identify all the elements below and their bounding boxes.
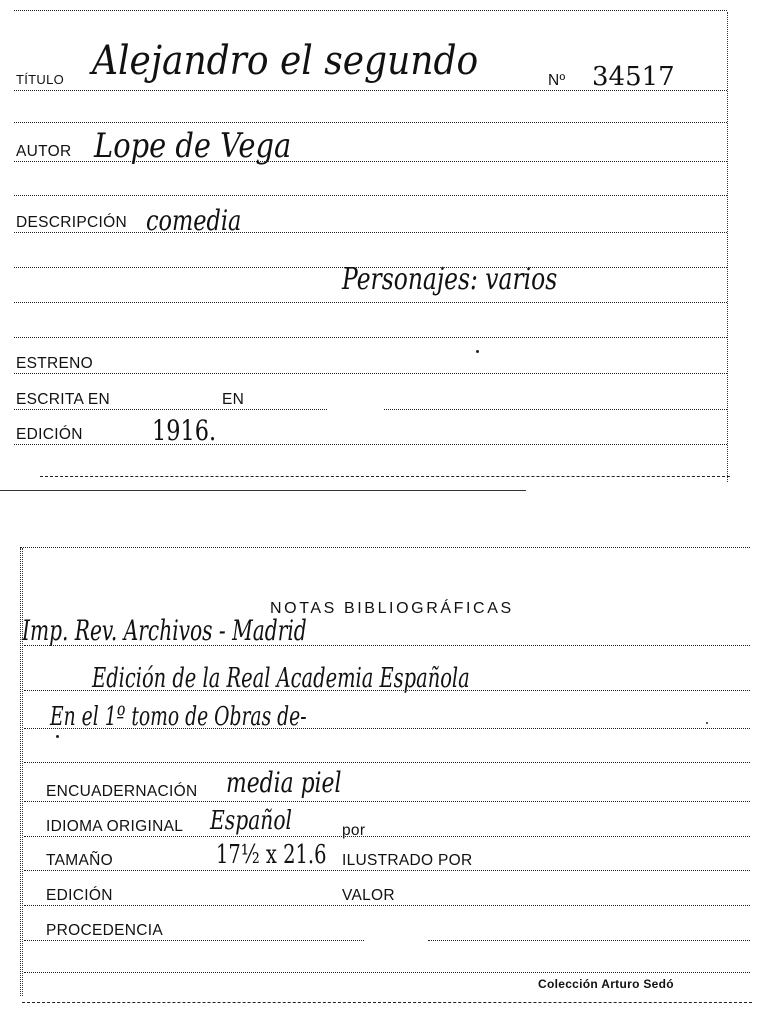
back-rule-procedencia-right	[428, 940, 750, 941]
back-edge-top	[20, 547, 750, 548]
back-rule-2	[24, 690, 750, 691]
scan-speck	[706, 722, 708, 724]
note-line-3: En el 1º tomo de Obras de-	[50, 702, 307, 732]
rule-blank-1	[14, 122, 727, 123]
rule-edicion	[14, 444, 727, 445]
procedencia-label: PROCEDENCIA	[46, 922, 163, 939]
idioma-label: IDIOMA ORIGINAL	[46, 818, 184, 835]
en-label: EN	[222, 391, 245, 408]
tamano-value: 17½ x 21.6	[216, 840, 327, 870]
rule-estreno	[14, 373, 727, 374]
scan-speck	[476, 350, 479, 353]
personajes-value: Personajes: varios	[342, 262, 558, 297]
card-edge-right	[727, 12, 728, 482]
autor-label: AUTOR	[16, 143, 72, 160]
idioma-value: Español	[210, 806, 293, 836]
back-edge-bottom	[22, 1002, 752, 1003]
coleccion-footer: Colección Arturo Sedó	[538, 977, 674, 991]
rule-autor	[14, 161, 727, 162]
rule-blank-5	[14, 337, 727, 338]
rule-descripcion	[14, 232, 727, 233]
back-rule-tamano	[24, 870, 750, 871]
back-rule-1	[24, 645, 750, 646]
numero-label: Nº	[548, 72, 566, 89]
card-edge-bottom	[0, 490, 526, 491]
back-rule-encuadernacion	[24, 801, 750, 802]
estreno-label: ESTRENO	[16, 355, 94, 372]
titulo-value: Alejandro el segundo	[92, 38, 479, 84]
back-rule-idioma	[24, 836, 750, 837]
autor-value: Lope de Vega	[94, 126, 292, 166]
descripcion-label: DESCRIPCIÓN	[16, 214, 127, 231]
edicion-value: 1916.	[152, 414, 217, 447]
rule-blank-4	[14, 302, 727, 303]
back-rule-last	[24, 972, 750, 973]
catalog-card-front	[0, 0, 759, 500]
note-line-2: Edición de la Real Academia Española	[92, 663, 470, 694]
back-rule-3	[24, 728, 750, 729]
back-rule-4	[24, 762, 750, 763]
encuadernacion-value: media piel	[226, 766, 342, 799]
edicion-back-label: EDICIÓN	[46, 887, 113, 904]
catalog-card-back	[0, 540, 759, 1020]
card-edge-top	[14, 10, 727, 11]
back-edge-left	[20, 548, 21, 996]
tamano-label: TAMAÑO	[46, 852, 113, 869]
card-edge-bottom-dashed	[40, 476, 730, 477]
note-line-1: Imp. Rev. Archivos - Madrid	[22, 614, 307, 647]
notas-heading: NOTAS BIBLIOGRÁFICAS	[270, 600, 514, 617]
valor-label: VALOR	[342, 887, 395, 904]
ilustrado-label: ILUSTRADO POR	[342, 852, 473, 869]
por-label: por	[342, 822, 366, 839]
descripcion-value: comedia	[146, 204, 242, 237]
back-rule-procedencia-left	[24, 940, 364, 941]
escrita-label: ESCRITA EN	[16, 391, 111, 408]
rule-escrita-right	[384, 409, 727, 410]
numero-value: 34517	[592, 62, 675, 92]
titulo-label: TÍTULO	[16, 72, 65, 87]
rule-titulo	[14, 90, 727, 91]
encuadernacion-label: ENCUADERNACIÓN	[46, 783, 198, 800]
rule-blank-2	[14, 195, 727, 196]
scan-speck	[56, 735, 59, 738]
edicion-label: EDICIÓN	[16, 426, 83, 443]
rule-escrita-left	[14, 409, 327, 410]
back-rule-edicion	[24, 905, 750, 906]
